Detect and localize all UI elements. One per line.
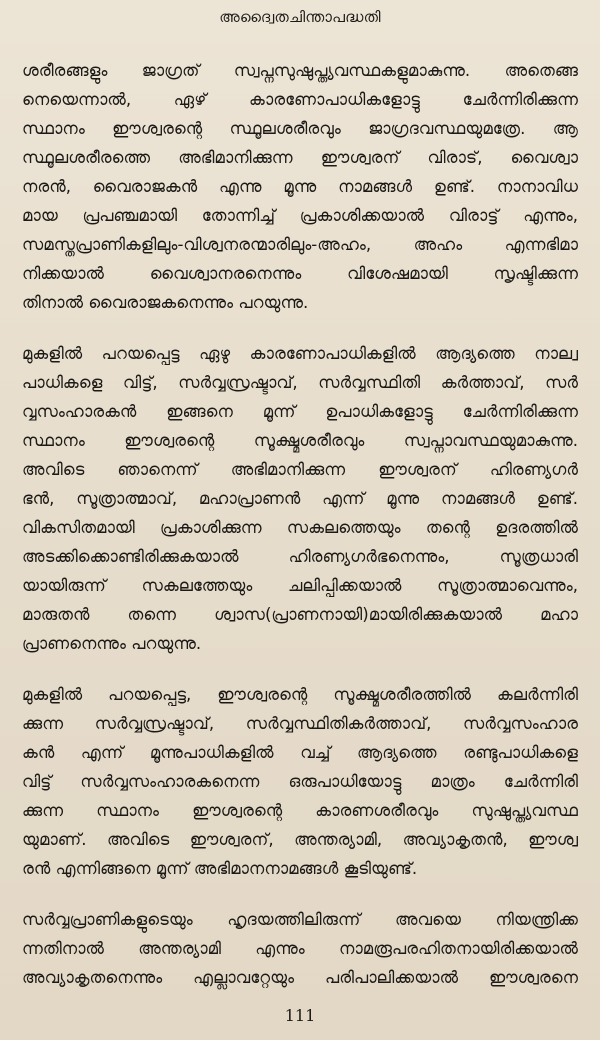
text-line: സർവ്വപ്രാണികളുടെയും ഹൃദയത്തിലിരുന്ന് അവയെ നിയന്ത്രിക്ക bbox=[22, 910, 578, 929]
text-line: നരൻ, വൈരാജകൻ എന്നു മൂന്നു നാമങ്ങൾ ഉണ്ട്. നാനാവിധ bbox=[22, 177, 578, 196]
paragraph bbox=[22, 905, 578, 992]
text-line: യുമാണ്. അവിടെ ഈശ്വരന്, അന്തര്യാമി, അവ്യാകൃതൻ, ഈശ്വ bbox=[22, 830, 578, 849]
text-line: സ്ഥാനം ഈശ്വരന്റെ സ്ഥൂലശരീരവും ജാഗ്രദവസ്ഥയുമത്രേ. ആ bbox=[22, 119, 578, 138]
text-line: ന്നതിനാൽ അന്തര്യാമി എന്നും നാമരൂപരഹിതനായിരിക്കയാൽ bbox=[22, 939, 578, 958]
running-head: അദ്വൈതചിന്താപദ്ധതി bbox=[219, 8, 381, 26]
paragraph bbox=[22, 339, 578, 658]
text-line: തിനാൽ വൈരാജകനെന്നും പറയുന്നു. bbox=[22, 293, 309, 312]
text-line: അവിടെ ഞാനെന്ന് അഭിമാനിക്കുന്ന ഈശ്വരന് ഹിരണ്യഗർ bbox=[22, 460, 578, 479]
text-line: മാരുതൻ തന്നെ ശ്വാസ(പ്രാണനായി)മായിരിക്കുകയാൽ മഹാ bbox=[22, 605, 578, 624]
text-line: വികസിതമായി പ്രകാശിക്കുന്ന സകലത്തെയും തന്റെ ഉദരത്തിൽ bbox=[22, 518, 578, 537]
text-line: ക്കുന്ന സ്ഥാനം ഈശ്വരന്റെ കാരണശരീരവും സുഷുപ്ത്യവസ്ഥ bbox=[22, 801, 578, 820]
text-line: മായ പ്രപഞ്ചമായി തോന്നിച്ച് പ്രകാശിക്കയാൽ വിരാട്ട് എന്നും, bbox=[22, 206, 578, 225]
text-line: കൻ എന്ന് മൂന്നുപാധികളിൽ വച്ച് ആദ്യത്തെ രണ്ടുപാധികളെ bbox=[22, 743, 578, 762]
page-number: 111 bbox=[284, 1006, 316, 1025]
text-line: സമസ്തപ്രാണികളിലും-വിശ്വനരന്മാരിലും-അഹം, അഹം എന്നഭിമാ bbox=[22, 235, 578, 254]
text-line: അവ്യാകൃതനെന്നും എല്ലാവറ്റേയും പരിപാലിക്കയാൽ ഈശ്വരനെ bbox=[22, 968, 578, 987]
text-line: ശരീരങ്ങളും ജാഗ്രത് സ്വപ്നസുഷുപ്ത്യവസ്ഥകളുമാകുന്നു. അതെങ്ങ bbox=[22, 61, 578, 80]
text-line: രൻ എന്നിങ്ങനെ മൂന്ന് അഭിമാനനാമങ്ങൾ കൂടിയുണ്ട്. bbox=[22, 859, 418, 878]
paragraph bbox=[22, 680, 578, 883]
text-line: മുകളിൽ പറയപ്പെട്ട ഏഴു കാരണോപാധികളിൽ ആദ്യത്തെ നാല്വ bbox=[22, 344, 578, 363]
text-line: ക്കുന്ന സർവ്വസ്രഷ്ടാവ്, സർവ്വസ്ഥിതികർത്താവ്, സർവ്വസംഹാര bbox=[22, 714, 578, 733]
text-line: മുകളിൽ പറയപ്പെട്ട, ഈശ്വരന്റെ സൂക്ഷ്മശരീരത്തിൽ കലർന്നിരി bbox=[22, 685, 578, 704]
paragraph bbox=[22, 56, 578, 317]
text-line: ഭൻ, സൂത്രാത്മാവ്, മഹാപ്രാണൻ എന്ന് മൂന്നു നാമങ്ങൾ ഉണ്ട്. bbox=[22, 489, 578, 508]
text-line: സ്ഥാനം ഈശ്വരന്റെ സൂക്ഷ്മശരീരവും സ്വപ്നാവസ്ഥയുമാകുന്നു. bbox=[22, 431, 578, 450]
text-line: അടക്കിക്കൊണ്ടിരിക്കുകയാൽ ഹിരണ്യഗർഭനെന്നും, സൂത്രധാരി bbox=[22, 547, 578, 566]
text-line: വ്വസംഹാരകൻ ഇങ്ങനെ മൂന്ന് ഉപാധികളോട്ടു ചേർന്നിരിക്കുന്ന bbox=[22, 402, 578, 421]
body-text bbox=[22, 56, 578, 992]
text-line: പാധികളെ വിട്ട്, സർവ്വസ്രഷ്ടാവ്, സർവ്വസ്ഥിതി കർത്താവ്, സർ bbox=[22, 373, 578, 392]
text-line: പ്രാണനെന്നും പറയുന്നു. bbox=[22, 634, 202, 653]
text-line: സ്ഥൂലശരീരത്തെ അഭിമാനിക്കുന്ന ഈശ്വരന് വിരാട്, വൈശ്വാ bbox=[22, 148, 578, 167]
text-line: നെയെന്നാൽ, ഏഴ് കാരണോപാധികളോട്ടു ചേർന്നിരിക്കുന്ന bbox=[22, 90, 578, 109]
text-line: വിട്ട് സർവ്വസംഹാരകനെന്ന ഒരുപാധിയോട്ടു മാത്രം ചേർന്നിരി bbox=[22, 772, 578, 791]
text-line: യായിരുന്ന് സകലത്തേയും ചലിപ്പിക്കയാൽ സൂത്രാത്മാവെന്നും, bbox=[22, 576, 578, 595]
text-line: നിക്കയാൽ വൈശ്വാനരനെന്നും വിശേഷമായി സൃഷ്ടിക്കുന്ന bbox=[22, 264, 578, 283]
